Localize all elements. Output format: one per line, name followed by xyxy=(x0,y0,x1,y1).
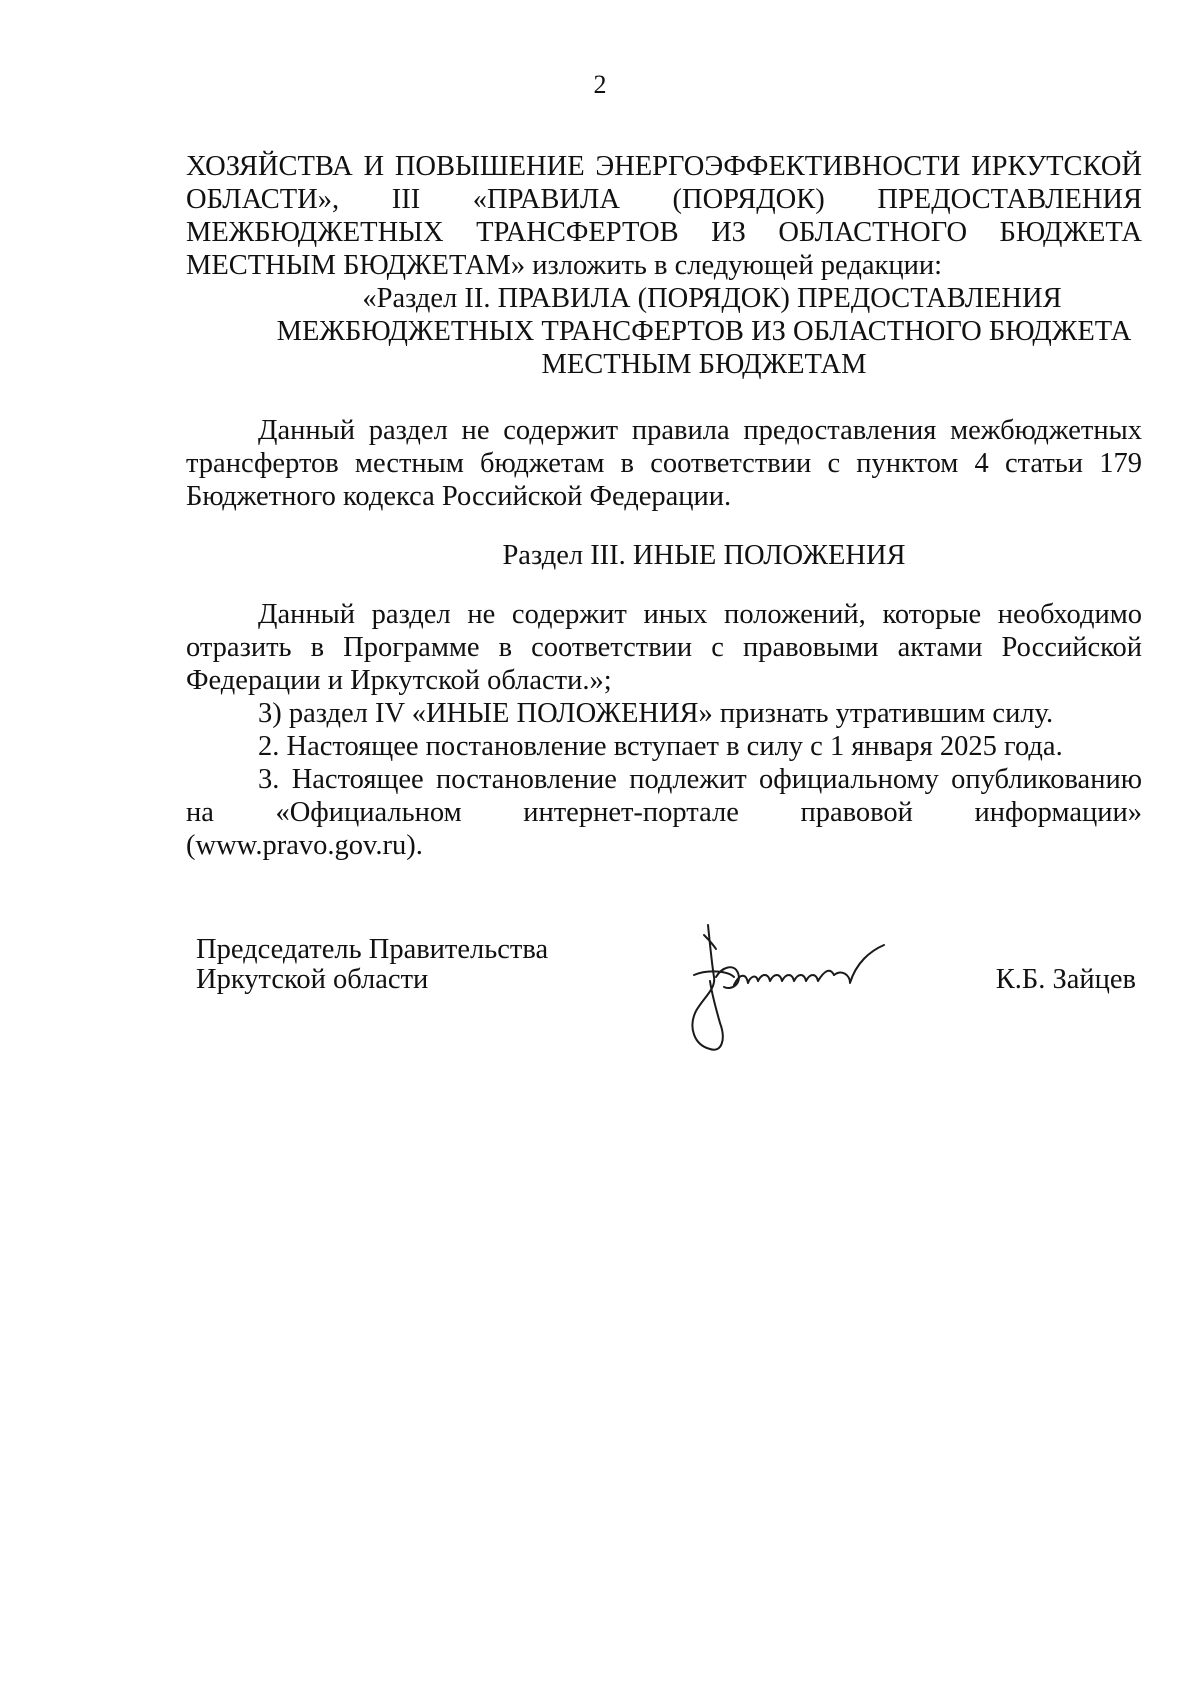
item-3-publication: 3. Настоящее постановление подлежит официальному опубликованию на «Официальном интернет-портале правовой информации» (www.pravo.gov.ru). xyxy=(186,764,1142,861)
section-3-heading: Раздел III. ИНЫЕ ПОЛОЖЕНИЯ xyxy=(502,540,906,571)
section-2-heading-line-2: МЕЖБЮДЖЕТНЫХ ТРАНСФЕРТОВ ИЗ ОБЛАСТНОГО БЮДЖЕТА xyxy=(276,316,1132,347)
signer-position-line-2: Иркутской области xyxy=(196,964,429,995)
section-2-heading-line-3: МЕСТНЫМ БЮДЖЕТАМ xyxy=(541,349,867,380)
handwritten-signature-icon xyxy=(674,915,914,1065)
intro-paragraph: ХОЗЯЙСТВА И ПОВЫШЕНИЕ ЭНЕРГОЭФФЕКТИВНОСТИ ИРКУТСКОЙ ОБЛАСТИ», III «ПРАВИЛА (ПОРЯДОК) ПРЕДОСТАВЛЕНИЯ МЕЖБЮДЖЕТНЫХ ТРАНСФЕРТОВ ИЗ ОБЛАСТНОГО БЮДЖЕТА МЕСТНЫМ БЮДЖЕТАМ» изложить в следующей редакции: xyxy=(186,151,1142,281)
signer-name: К.Б. Зайцев xyxy=(995,964,1136,995)
document-body xyxy=(186,150,1142,862)
signer-position-line-1: Председатель Правительства xyxy=(196,934,549,965)
page-number: 2 xyxy=(593,70,607,99)
section-2-heading-line-1: «Раздел II. ПРАВИЛА (ПОРЯДОК) ПРЕДОСТАВЛЕНИЯ xyxy=(362,283,1062,314)
signature-block xyxy=(196,935,1146,1065)
signer-position xyxy=(196,935,548,995)
section-3-body: Данный раздел не содержит иных положений, которые необходимо отразить в Программе в соответствии с правовыми актами Российской Федерации и Иркутской области.»; xyxy=(186,599,1142,696)
section-2-heading xyxy=(186,282,1142,315)
item-2-effective-date: 2. Настоящее постановление вступает в силу с 1 января 2025 года. xyxy=(258,731,1063,762)
item-3-repeal: 3) раздел IV «ИНЫЕ ПОЛОЖЕНИЯ» признать утратившим силу. xyxy=(258,698,1054,729)
section-2-heading-cont xyxy=(186,315,1142,381)
section-2-body: Данный раздел не содержит правила предоставления межбюджетных трансфертов местным бюджетам в соответствии с пунктом 4 статьи 179 Бюджетного кодекса Российской Федерации. xyxy=(186,415,1142,512)
